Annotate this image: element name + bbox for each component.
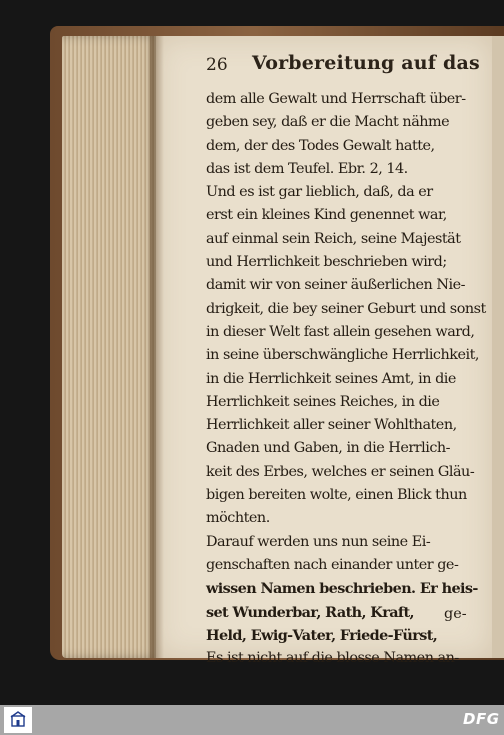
dfg-logo[interactable]: DFG [463, 710, 500, 728]
text-line: Held, Ewig‑Vater, Friede‑Fürst, [206, 626, 438, 644]
text-line: auf einmal sein Reich, seine Majestät [206, 230, 461, 247]
text-line: in seine überschwängliche Herrlichkeit, [206, 347, 479, 364]
text-line: wissen Namen beschrieben. Er heis‑ [206, 580, 478, 598]
page-edges [62, 36, 158, 658]
page-number: 26 [206, 55, 228, 75]
text-line: keit des Erbes, welches er seinen Gläu‑ [206, 463, 475, 480]
text-line: Und es ist gar lieblich, daß, da er [206, 184, 433, 201]
library-seal-icon[interactable] [4, 707, 32, 733]
text-line: Gnaden und Gaben, in die Herrlich‑ [206, 440, 451, 457]
text-line: dem, der des Todes Gewalt hatte, [206, 137, 435, 154]
text-line: set Wunderbar, Rath, Kraft, [206, 603, 414, 621]
viewer-footer-bar [0, 705, 504, 735]
text-line: und Herrlichkeit beschrieben wird; [206, 254, 447, 271]
text-line: genschaften nach einander unter ge‑ [206, 556, 459, 573]
text-line: Darauf werden uns nun seine Ei‑ [206, 533, 431, 550]
text-line: erst ein kleines Kind genennet war, [206, 207, 447, 224]
text-line: dem alle Gewalt und Herrschaft über‑ [206, 91, 466, 107]
text-line: drigkeit, die bey seiner Geburt und sonst [206, 300, 486, 317]
text-line: Herrlichkeit seines Reiches, in die [206, 393, 440, 410]
body-text [206, 88, 488, 670]
text-line: damit wir von seiner äußerlichen Nie‑ [206, 277, 465, 294]
text-line: Es ist nicht auf die blosse Namen an‑ [206, 650, 459, 667]
text-line: Herrlichkeit aller seiner Wohlthaten, [206, 417, 457, 434]
text-line: bigen bereiten wolte, einen Blick thun [206, 487, 467, 504]
text-line: das ist dem Teufel. Ebr. 2, 14. [206, 160, 408, 177]
next-page-edge [492, 36, 504, 658]
page-header [206, 51, 486, 77]
text-line: möchten. [206, 510, 270, 527]
text-line: in dieser Welt fast allein gesehen ward, [206, 323, 475, 340]
text-line: geben sey, daß er die Macht nähme [206, 114, 450, 131]
catchword: ge‑ [444, 606, 467, 622]
page-gutter [150, 36, 164, 658]
text-line: in die Herrlichkeit seines Amt, in die [206, 370, 456, 387]
running-title: Vorbereitung auf das [252, 52, 480, 74]
